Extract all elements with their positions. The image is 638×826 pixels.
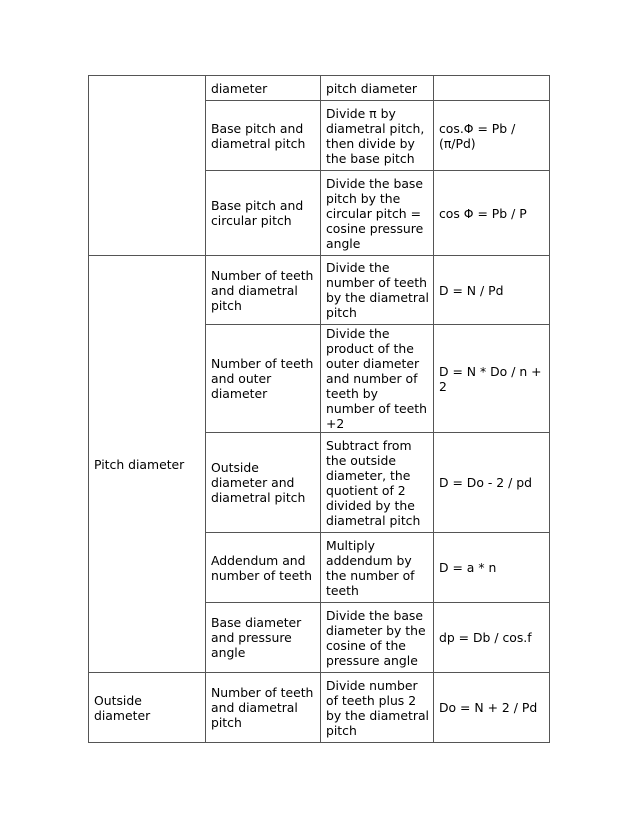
method-cell: Multiply addendum by the number of teeth	[321, 533, 434, 603]
given-cell: diameter	[206, 76, 321, 101]
group-cell: Pitch diameter	[89, 256, 206, 673]
group-cell: Outside diameter	[89, 673, 206, 743]
given-cell: Outside diameter and diametral pitch	[206, 433, 321, 533]
table-row	[89, 256, 550, 325]
given-cell: Base pitch and diametral pitch	[206, 101, 321, 171]
formula-cell: D = N * Do / n + 2	[434, 325, 550, 433]
given-cell: Number of teeth and diametral pitch	[206, 256, 321, 325]
formula-cell	[434, 76, 550, 101]
method-cell: Subtract from the outside diameter, the quotient of 2 divided by the diametral pitch	[321, 433, 434, 533]
method-cell: Divide the product of the outer diameter and number of teeth by number of teeth +2	[321, 325, 434, 433]
method-cell: Divide the base pitch by the circular pitch = cosine pressure angle	[321, 171, 434, 256]
method-cell: pitch diameter	[321, 76, 434, 101]
given-cell: Base pitch and circular pitch	[206, 171, 321, 256]
method-cell: Divide π by diametral pitch, then divide by the base pitch	[321, 101, 434, 171]
method-cell: Divide number of teeth plus 2 by the diametral pitch	[321, 673, 434, 743]
formula-cell: D = N / Pd	[434, 256, 550, 325]
formula-cell: dp = Db / cos.f	[434, 603, 550, 673]
given-cell: Number of teeth and outer diameter	[206, 325, 321, 433]
formula-cell: cos Φ = Pb / P	[434, 171, 550, 256]
group-cell	[89, 76, 206, 256]
formula-cell: cos.Φ = Pb / (π/Pd)	[434, 101, 550, 171]
given-cell: Addendum and number of teeth	[206, 533, 321, 603]
table-row	[89, 673, 550, 743]
formula-cell: D = Do - 2 / pd	[434, 433, 550, 533]
table-row	[89, 76, 550, 101]
method-cell: Divide the number of teeth by the diametral pitch	[321, 256, 434, 325]
formula-cell: D = a * n	[434, 533, 550, 603]
given-cell: Number of teeth and diametral pitch	[206, 673, 321, 743]
gear-formula-table	[88, 75, 550, 743]
method-cell: Divide the base diameter by the cosine of the pressure angle	[321, 603, 434, 673]
given-cell: Base diameter and pressure angle	[206, 603, 321, 673]
formula-cell: Do = N + 2 / Pd	[434, 673, 550, 743]
